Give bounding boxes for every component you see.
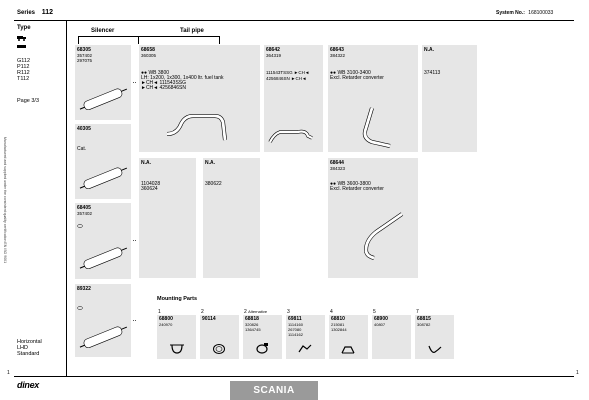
make-label: SCANIA (253, 385, 295, 396)
silencer-drawing (80, 163, 130, 193)
part-number: 68642 (266, 47, 280, 53)
system-value: 168100033 (528, 10, 554, 16)
spec-wb: WB 3100-3400 (337, 70, 371, 76)
part-number: 68305 (77, 47, 91, 53)
model-r112: R112 (17, 70, 30, 76)
brand-logo: dinex (17, 380, 40, 390)
section-underline (78, 36, 220, 37)
top-rule (14, 20, 574, 21)
tail-pipe-drawing (352, 210, 412, 265)
part-number: 40305 (77, 126, 91, 132)
spec-line: ►CH◄ 111543SSG (141, 80, 187, 86)
mount-index: 2 (201, 309, 204, 315)
section-tick-right (219, 36, 220, 44)
part-number: 68815 (417, 316, 431, 322)
ref-number: 320826 (245, 322, 259, 327)
silencer-drawing (80, 322, 130, 352)
mount-index: 7 (416, 309, 419, 315)
part-number: 68818 (245, 316, 259, 322)
tailpipe-card-na-1[interactable] (139, 158, 196, 278)
ref-number: 364319 (266, 53, 282, 58)
bracket-icon (298, 343, 312, 355)
series-heading (17, 9, 53, 16)
ref-number: 240970 (159, 322, 173, 327)
spec-line: 380622 (205, 181, 222, 187)
part-number: 68644 (330, 160, 344, 166)
section-silencer: Silencer (91, 28, 115, 34)
ref-number: 267080 (288, 327, 302, 332)
spec-line: LH: 1x200, 1x300, 1x400 ltr. fuel tank (141, 75, 224, 81)
part-number: 89322 (77, 286, 91, 292)
spec-line: 1104028 (141, 181, 161, 187)
spec-wb: WB 3600-3800 (337, 181, 371, 187)
silencer-drawing (80, 243, 130, 273)
ref-number: 360305 (141, 53, 157, 58)
part-number: 68643 (330, 47, 344, 53)
ref-number: 357402 (77, 211, 93, 216)
config-horizontal: Horizontal (17, 339, 42, 345)
spec-line: 4256846SN ►CH◄ (266, 76, 307, 81)
mount-index: 3 (287, 309, 290, 315)
spec-tssg: 111543TSSG (266, 70, 293, 75)
part-number: N.A. (424, 47, 434, 53)
spec-wb: WB 3800 (148, 70, 170, 76)
model-p112: P112 (17, 64, 30, 70)
part-number: N.A. (205, 160, 215, 166)
ref-number: 308782 (417, 322, 431, 327)
make-banner (230, 381, 318, 400)
left-page-marker: 1 (7, 370, 10, 376)
mount-index: 5 (373, 309, 376, 315)
hanger-icon (341, 343, 355, 355)
spec-ssg: 111543SSG (159, 80, 187, 86)
alternative-note: Alternative (248, 309, 268, 314)
config-lhd: LHD (17, 345, 29, 351)
mount-index: 1 (158, 309, 161, 315)
ref-number: 1114162 (288, 332, 303, 337)
clamp-icon (255, 343, 269, 355)
part-number: 68800 (159, 316, 173, 322)
system-number (496, 10, 553, 16)
ref-number: 357402 (77, 53, 93, 58)
part-number: 68658 (141, 47, 155, 53)
spec-line: 374113 (424, 70, 441, 76)
ref-number: 384322 (330, 53, 346, 58)
spec-line: 111543TSSG ►CH◄ (266, 70, 310, 75)
spec-line: Excl. Retarder converter (330, 186, 384, 192)
model-t112: T112 (17, 76, 30, 82)
spec-line: ►CH◄ 4256846SN (141, 85, 186, 91)
silencer-drawing (80, 84, 130, 114)
page-number: Page 3/3 (17, 98, 40, 104)
clamp-small-icon (77, 306, 83, 310)
ref-number: 215081 (331, 322, 345, 327)
section-tick-left (78, 36, 79, 44)
spec-sn: 4256846SN (266, 76, 290, 81)
bottom-rule (14, 376, 574, 377)
strap-icon (428, 343, 442, 355)
type-label: Type (17, 25, 31, 31)
gasket-icon (212, 343, 226, 355)
tail-pipe-drawing (268, 122, 323, 147)
config-standard: Standard (17, 351, 40, 357)
tailpipe-card-na-top[interactable] (422, 45, 477, 152)
series-value: 112 (41, 9, 53, 16)
ref-number: 384323 (330, 166, 346, 171)
ref-number: 1114160 (288, 322, 303, 327)
part-number: N.A. (141, 160, 151, 166)
truck-side-icon (17, 36, 27, 41)
tail-pipe-drawing (163, 94, 233, 149)
spec-line: ●● WB 3100-3400 (330, 70, 371, 76)
ref-number: 297075 (77, 58, 93, 63)
spec-line: ●● WB 3600-3800 (330, 181, 371, 187)
side-note: Manufactured and supplied under the consistent quality certification EN ISO 9001 (3, 136, 7, 264)
ref-number: 40807 (374, 322, 386, 327)
right-page-marker: 1 (576, 370, 579, 376)
part-number: 68900 (374, 316, 388, 322)
ref-number: 1302844 (331, 327, 347, 332)
tail-pipe-drawing (352, 106, 402, 151)
left-rule (66, 20, 67, 377)
section-tail-pipe: Tail pipe (180, 28, 204, 34)
mount-index: 4 (330, 309, 333, 315)
spec-line: ●● WB 3800 (141, 70, 170, 76)
clamp-small-icon (77, 224, 83, 228)
part-number: 68810 (331, 316, 345, 322)
spec-sn: 4256846SN (159, 85, 186, 91)
spec-line: 360624 (141, 186, 158, 192)
ref-number: 1364745 (245, 327, 261, 332)
mounting-title: Mounting Parts (157, 296, 198, 302)
section-divider (138, 36, 139, 44)
series-label: Series (17, 10, 36, 16)
tailpipe-card-na-2[interactable] (203, 158, 260, 278)
system-label: System No.: (496, 10, 525, 16)
part-number: 68405 (77, 205, 91, 211)
cat-note: Cat. (77, 146, 87, 152)
truck-front-icon (17, 45, 27, 49)
spec-line: Excl. Retarder converter (330, 75, 384, 81)
clamp-icon (170, 343, 184, 355)
mount-index-number: 2 (244, 309, 247, 315)
part-number: 90114 (202, 316, 216, 322)
model-g112: G112 (17, 58, 31, 64)
part-number: 69811 (288, 316, 302, 322)
